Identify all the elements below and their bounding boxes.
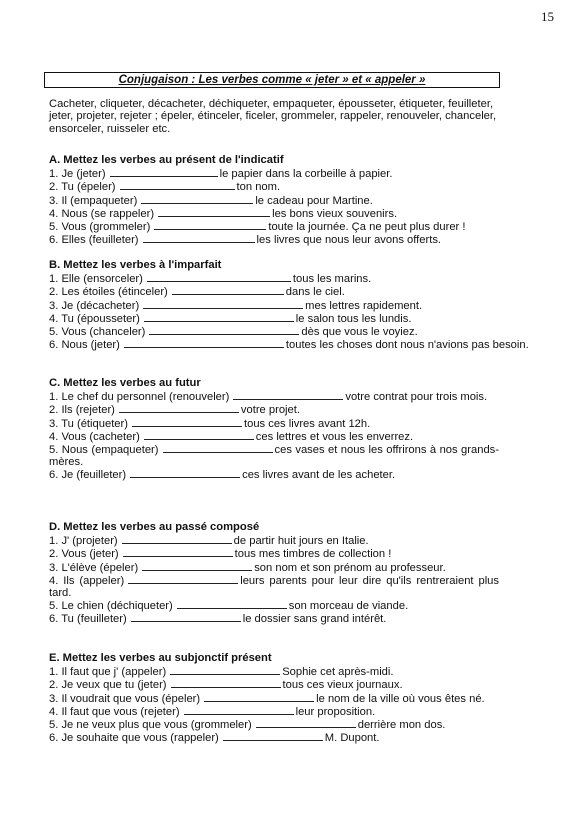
answer-blank[interactable] xyxy=(170,665,280,675)
answer-blank[interactable] xyxy=(132,417,242,427)
section-heading: E. Mettez les verbes au subjonctif présent xyxy=(49,652,272,664)
exercise-line: 4. Tu (épousseter) le salon tous les lundis. xyxy=(49,312,412,325)
answer-blank[interactable] xyxy=(124,338,284,348)
exercise-section-a xyxy=(49,154,499,246)
exercise-line: 5. Vous (chanceler) dès que vous le voyiez. xyxy=(49,326,418,339)
exercise-section-b xyxy=(49,259,529,352)
answer-blank[interactable] xyxy=(144,312,294,322)
answer-blank[interactable] xyxy=(233,390,343,400)
exercise-line: 5. Je ne veux plus que vous (grommeler) derrière mon dos. xyxy=(49,719,446,732)
exercise-line: 1. Je (jeter) le papier dans la corbeille à papier. xyxy=(49,168,393,181)
exercise-line: 5. Vous (grommeler) toute la journée. Ça ne peut plus durer ! xyxy=(49,221,466,234)
exercise-line: 1. Il faut que j' (appeler) Sophie cet après-midi. xyxy=(49,666,394,679)
answer-blank[interactable] xyxy=(130,468,240,478)
exercise-line: 6. Elles (feuilleter) les livres que nous leur avons offerts. xyxy=(49,234,442,247)
exercise-line: 4. Nous (se rappeler) les bons vieux souvenirs. xyxy=(49,207,398,220)
exercise-line: 6. Nous (jeter) toutes les choses dont nous n'avions pas besoin. xyxy=(49,339,529,352)
answer-blank[interactable] xyxy=(143,299,303,309)
exercise-line: 2. Ils (rejeter) votre projet. xyxy=(49,404,300,417)
exercise-line: 6. Je (feuilleter) ces livres avant de les acheter. xyxy=(49,469,396,482)
exercise-line: 1. J' (projeter) de partir huit jours en Italie. xyxy=(49,535,369,548)
answer-blank[interactable] xyxy=(120,180,235,190)
exercise-line: 5. Nous (empaqueter) ces vases et nous les offrirons à nos grands-mères. xyxy=(49,444,499,469)
answer-blank[interactable] xyxy=(131,612,241,622)
answer-blank[interactable] xyxy=(163,443,273,453)
answer-blank[interactable] xyxy=(142,561,252,571)
exercise-line: 1. Elle (ensorceler) tous les marins. xyxy=(49,273,372,286)
answer-blank[interactable] xyxy=(158,207,270,217)
exercise-section-d xyxy=(49,521,499,626)
exercise-section-c xyxy=(49,377,499,482)
answer-blank[interactable] xyxy=(119,403,239,413)
answer-blank[interactable] xyxy=(172,285,284,295)
exercise-line: 2. Je veux que tu (jeter) tous ces vieux journaux. xyxy=(49,679,403,692)
section-heading: B. Mettez les verbes à l'imparfait xyxy=(49,259,222,271)
exercise-line: 2. Vous (jeter) tous mes timbres de collection ! xyxy=(49,548,392,561)
exercise-line: 3. Il (empaqueter) le cadeau pour Martine. xyxy=(49,194,373,207)
exercise-line: 3. Je (décacheter) mes lettres rapidement. xyxy=(49,299,423,312)
answer-blank[interactable] xyxy=(122,534,232,544)
answer-blank[interactable] xyxy=(149,325,299,335)
answer-blank[interactable] xyxy=(184,705,294,715)
exercise-line: 4. Ils (appeler) leurs parents pour leur dire qu'ils rentreraient plus tard. xyxy=(49,574,499,600)
exercise-line: 2. Les étoiles (étinceler) dans le ciel. xyxy=(49,286,345,299)
answer-blank[interactable] xyxy=(123,547,233,557)
exercise-line: 6. Tu (feuilleter) le dossier sans grand intérêt. xyxy=(49,613,387,626)
exercise-line: 4. Il faut que vous (rejeter) leur proposition. xyxy=(49,705,376,718)
answer-blank[interactable] xyxy=(110,167,218,177)
exercise-line: 2. Tu (épeler) ton nom. xyxy=(49,181,281,194)
answer-blank[interactable] xyxy=(171,678,281,688)
answer-blank[interactable] xyxy=(256,718,356,728)
answer-blank[interactable] xyxy=(177,599,287,609)
section-heading: D. Mettez les verbes au passé composé xyxy=(49,521,260,533)
section-heading: A. Mettez les verbes au présent de l'indicatif xyxy=(49,154,284,166)
page-title: Conjugaison : Les verbes comme « jeter » et « appeler » xyxy=(44,72,500,88)
answer-blank[interactable] xyxy=(154,220,266,230)
answer-blank[interactable] xyxy=(223,731,323,741)
section-heading: C. Mettez les verbes au futur xyxy=(49,377,201,389)
exercise-section-e xyxy=(49,652,499,744)
exercise-line: 3. L'élève (épeler) son nom et son prénom au professeur. xyxy=(49,561,446,574)
exercise-line: 5. Le chien (déchiqueter) son morceau de viande. xyxy=(49,600,409,613)
answer-blank[interactable] xyxy=(204,692,314,702)
answer-blank[interactable] xyxy=(144,430,254,440)
answer-blank[interactable] xyxy=(143,233,255,243)
exercise-line: 1. Le chef du personnel (renouveler) votre contrat pour trois mois. xyxy=(49,391,488,404)
answer-blank[interactable] xyxy=(128,574,238,584)
exercise-line: 4. Vous (cacheter) ces lettres et vous les enverrez. xyxy=(49,430,414,443)
exercise-line: 6. Je souhaite que vous (rappeler) M. Dupont. xyxy=(49,732,380,745)
page-number: 15 xyxy=(541,9,554,24)
exercise-line: 3. Tu (étiqueter) tous ces livres avant 12h. xyxy=(49,417,371,430)
answer-blank[interactable] xyxy=(147,272,291,282)
verb-list-intro: Cacheter, cliqueter, décacheter, déchiqueter, empaqueter, épousseter, étiqueter, feuilleter, jeter, projeter, rejeter ; épeler, étinceler, ficeler, grommeler, rappeler, renouveler, chanceler, ensorceler, ruisseler etc. xyxy=(49,98,497,135)
exercise-line: 3. Il voudrait que vous (épeler) le nom de la ville où vous êtes né. xyxy=(49,692,485,705)
answer-blank[interactable] xyxy=(141,194,253,204)
